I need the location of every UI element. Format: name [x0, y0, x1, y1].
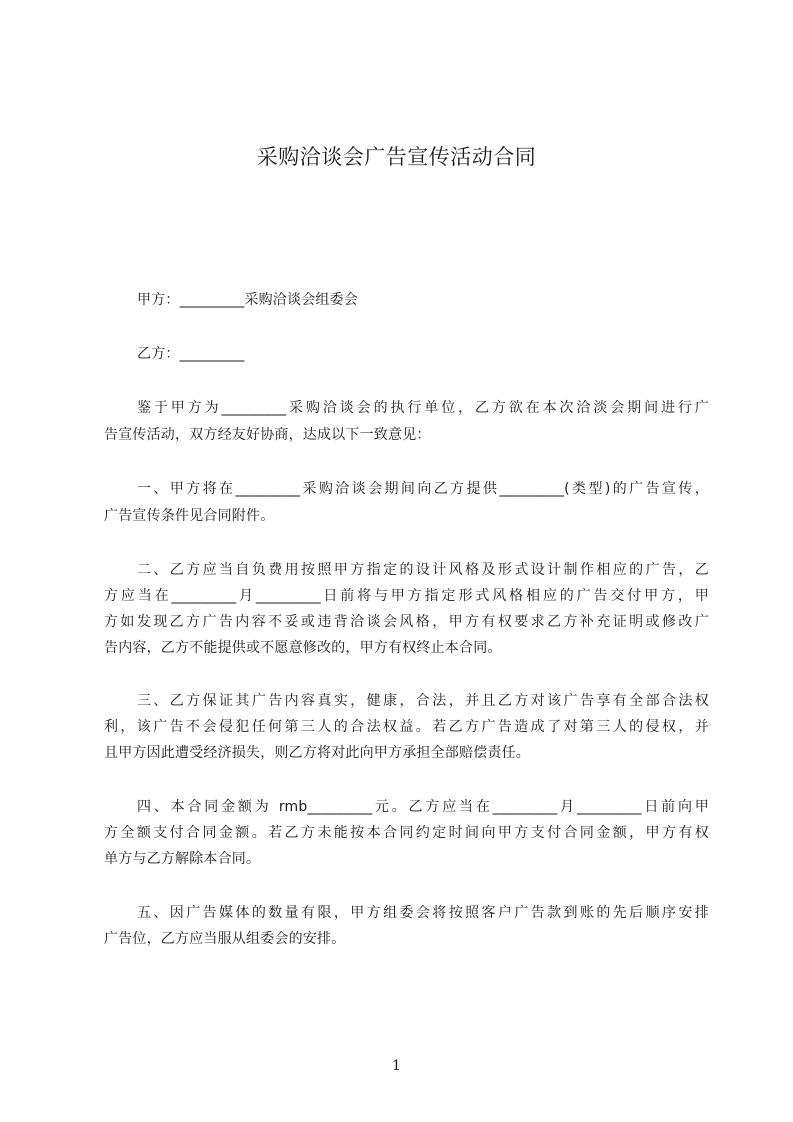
intro-line-2: 告宣传活动，双方经友好协商，达成以下一致意见： [104, 427, 431, 443]
page-number: 1 [392, 1058, 401, 1074]
clause-4-line-3: 单方与乙方解除本合同。 [104, 851, 261, 867]
clause-2-line-4: 告内容，乙方不能提供或不愿意修改的，甲方有权终止本合同。 [104, 640, 502, 656]
clause-1-line-1: 一、甲方将在_________采购洽谈会期间向乙方提供_________(类型)的广告宣传， [137, 481, 709, 497]
clause-2-line-3: 方如发现乙方广告内容不妥或违背洽谈会风格，甲方有权要求乙方补充证明或修改广 [104, 614, 709, 630]
clause-1-line-2: 广告宣传条件见合同附件。 [104, 508, 275, 524]
clause-5-line-2: 广告位，乙方应当服从组委会的安排。 [104, 931, 346, 947]
document-title: 采购洽谈会广告宣传活动合同 [256, 145, 537, 169]
party-b-line: 乙方：_________ [137, 346, 245, 362]
clause-3-line-3: 且甲方因此遭受经济损失，则乙方将对此向甲方承担全部赔偿责任。 [104, 745, 530, 761]
clause-4-line-1: 四、本合同金额为 rmb_________元。乙方应当在_________月_________日前向甲 [137, 799, 709, 815]
clause-4-line-2: 方全额支付合同金额。若乙方未能按本合同约定时间向甲方支付合同金额，甲方有权 [104, 825, 709, 841]
party-a-line: 甲方：_________采购洽谈会组委会 [137, 292, 358, 308]
clause-3-line-1: 三、乙方保证其广告内容真实，健康，合法，并且乙方对该广告享有全部合法权 [137, 693, 709, 709]
clause-2-line-2: 方应当在_________月_________日前将与甲方指定形式风格相应的广告交付甲方，甲 [104, 588, 709, 604]
clause-3-line-2: 利，该广告不会侵犯任何第三人的合法权益。若乙方广告造成了对第三人的侵权，并 [104, 719, 709, 735]
clause-2-line-1: 二、乙方应当自负费用按照甲方指定的设计风格及形式设计制作相应的广告，乙 [137, 562, 709, 578]
intro-line-1: 鉴于甲方为_________采购洽谈会的执行单位，乙方欲在本次洽淡会期间进行广 [137, 400, 709, 416]
clause-5-line-1: 五、因广告媒体的数量有限，甲方组委会将按照客户广告款到账的先后顺序安排 [137, 905, 709, 921]
